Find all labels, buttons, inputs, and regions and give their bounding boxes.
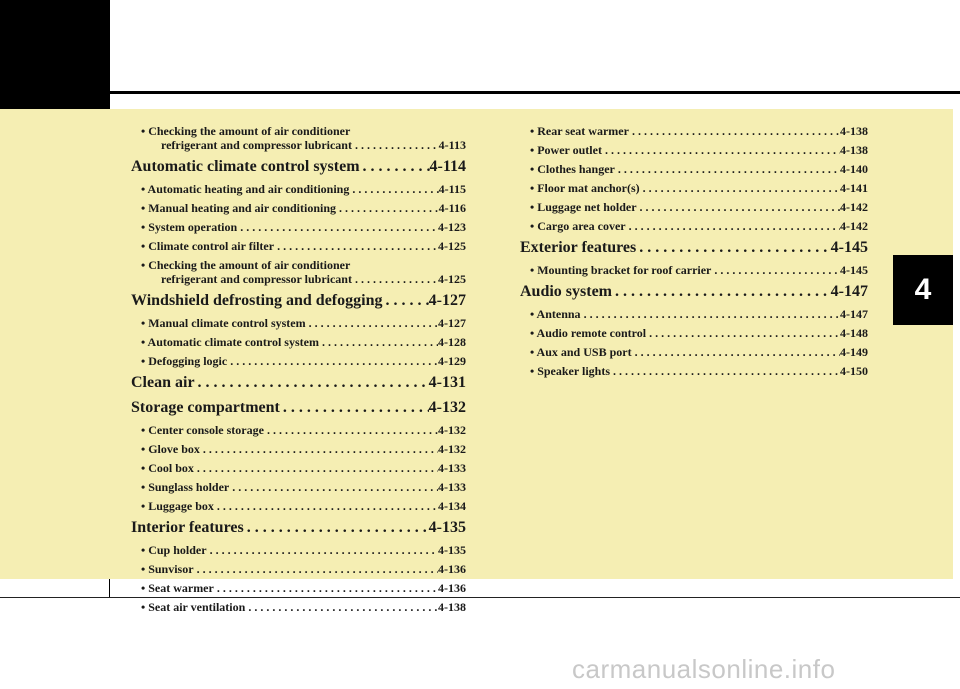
toc-page-number: 4-134 <box>438 499 466 513</box>
toc-page-number: 4-135 <box>438 543 466 557</box>
toc-page-number: 4-138 <box>840 124 868 138</box>
toc-page-number: 4-127 <box>428 292 466 309</box>
leader-dots <box>244 519 429 537</box>
toc-entry-label: • Clothes hanger <box>530 162 615 176</box>
toc-subentry <box>131 239 466 258</box>
toc-subentry <box>131 499 466 518</box>
toc-page-number: 4-133 <box>438 480 466 494</box>
toc-page-number: 4-142 <box>840 219 868 233</box>
leader-dots <box>264 423 438 438</box>
toc-entry-label: refrigerant and compressor lubricant <box>161 138 352 152</box>
toc-subentry <box>131 201 466 220</box>
toc-entry-label: • Speaker lights <box>530 364 610 378</box>
leader-dots <box>229 480 438 495</box>
leader-dots <box>636 239 830 257</box>
toc-subentry <box>520 219 868 238</box>
toc-section-entry <box>131 399 466 423</box>
toc-right-column <box>520 124 868 383</box>
toc-page-number: 4-136 <box>438 581 466 595</box>
toc-entry-label: • Aux and USB port <box>530 345 632 359</box>
toc-page-number: 4-145 <box>840 263 868 277</box>
toc-subentry <box>520 345 868 364</box>
toc-entry-label: • Floor mat anchor(s) <box>530 181 640 195</box>
toc-entry-label: • Luggage box <box>141 499 214 513</box>
leader-dots <box>629 124 840 139</box>
leader-dots <box>214 499 438 514</box>
corner-block <box>0 0 109 109</box>
toc-subentry <box>520 124 868 143</box>
leader-dots <box>306 316 438 331</box>
toc-section-entry <box>520 239 868 263</box>
leader-dots <box>637 200 840 215</box>
toc-subentry <box>131 543 466 562</box>
leader-dots <box>646 326 840 341</box>
leader-dots <box>349 182 438 197</box>
toc-entry-label: Storage compartment <box>131 399 280 416</box>
toc-page-number: 4-133 <box>438 461 466 475</box>
header-rule <box>109 91 960 94</box>
toc-page-number: 4-125 <box>438 239 466 253</box>
leader-dots <box>214 581 438 596</box>
leader-dots <box>352 138 439 153</box>
toc-left-column <box>131 124 466 619</box>
toc-subentry <box>131 138 466 157</box>
toc-subentry <box>520 307 868 326</box>
toc-section-entry <box>131 158 466 182</box>
toc-entry-label: • Cargo area cover <box>530 219 626 233</box>
chapter-tab: 4 <box>893 255 953 325</box>
toc-entry-label: Audio system <box>520 283 613 300</box>
toc-subentry <box>131 461 466 480</box>
leader-dots <box>195 374 429 392</box>
toc-entry-label: • Sunvisor <box>141 562 194 576</box>
watermark: carmanualsonline.info <box>572 654 836 684</box>
toc-page-number: 4-147 <box>830 283 868 300</box>
leader-dots <box>632 345 840 360</box>
toc-subentry <box>520 326 868 345</box>
toc-page-number: 4-145 <box>830 239 868 256</box>
toc-page-number: 4-123 <box>438 220 466 234</box>
toc-page-number: 4-128 <box>438 335 466 349</box>
leader-dots <box>194 562 438 577</box>
toc-page-number: 4-140 <box>840 162 868 176</box>
toc-entry-label: • Seat air ventilation <box>141 600 246 614</box>
toc-subentry <box>131 562 466 581</box>
toc-subentry <box>131 124 466 138</box>
leader-dots <box>207 543 438 558</box>
toc-subentry <box>520 181 868 200</box>
leader-dots <box>194 461 438 476</box>
toc-subentry <box>131 316 466 335</box>
toc-subentry <box>131 182 466 201</box>
toc-subentry <box>520 364 868 383</box>
toc-subentry <box>131 600 466 619</box>
leader-dots <box>227 354 438 369</box>
toc-subentry <box>131 354 466 373</box>
leader-dots <box>352 272 438 287</box>
leader-dots <box>245 600 438 615</box>
leader-dots <box>602 143 840 158</box>
toc-section-entry <box>131 292 466 316</box>
toc-entry-label: • Automatic heating and air conditioning <box>141 182 350 196</box>
toc-page-number: 4-150 <box>840 364 868 378</box>
toc-entry-label: • Seat warmer <box>141 581 214 595</box>
toc-section-entry <box>131 374 466 398</box>
toc-entry-label: • Center console storage <box>141 423 264 437</box>
leader-dots <box>280 399 429 417</box>
leader-dots <box>274 239 438 254</box>
toc-entry-label: • Antenna <box>530 307 581 321</box>
toc-page-number: 4-114 <box>429 158 466 175</box>
toc-entry-label: • Glove box <box>141 442 200 456</box>
toc-page-number: 4-136 <box>438 562 466 576</box>
leader-dots <box>319 335 438 350</box>
toc-entry-label: • Defogging logic <box>141 354 228 368</box>
toc-section-entry <box>520 283 868 307</box>
toc-subentry <box>520 263 868 282</box>
toc-page-number: 4-135 <box>428 519 466 536</box>
leader-dots <box>382 292 428 310</box>
toc-subentry <box>131 423 466 442</box>
leader-dots <box>200 442 438 457</box>
leader-dots <box>360 158 430 176</box>
toc-entry-label: • Manual climate control system <box>141 316 306 330</box>
toc-page-number: 4-131 <box>428 374 466 391</box>
leader-dots <box>336 201 439 216</box>
toc-entry-label: • Mounting bracket for roof carrier <box>530 263 712 277</box>
toc-entry-label: • Manual heating and air conditioning <box>141 201 337 215</box>
leader-dots <box>615 162 840 177</box>
toc-entry-label: • Automatic climate control system <box>141 335 319 349</box>
toc-entry-label: Automatic climate control system <box>131 158 360 175</box>
toc-subentry <box>131 335 466 354</box>
toc-entry-label: • Cool box <box>141 461 194 475</box>
toc-subentry <box>131 220 466 239</box>
toc-page-number: 4-129 <box>438 354 466 368</box>
leader-dots <box>711 263 840 278</box>
toc-page-number: 4-132 <box>428 399 466 416</box>
toc-entry-label: Windshield defrosting and defogging <box>131 292 383 309</box>
toc-subentry <box>131 442 466 461</box>
toc-entry-label: refrigerant and compressor lubricant <box>161 272 352 286</box>
toc-entry-label: • Checking the amount of air conditioner <box>141 124 351 138</box>
toc-subentry <box>131 581 466 600</box>
leader-dots <box>612 283 831 301</box>
toc-page-number: 4-138 <box>840 143 868 157</box>
toc-page-number: 4-125 <box>438 272 466 286</box>
toc-entry-label: Interior features <box>131 519 244 536</box>
toc-page-number: 4-132 <box>438 423 466 437</box>
toc-subentry <box>520 200 868 219</box>
toc-entry-label: • Climate control air filter <box>141 239 275 253</box>
toc-page-number: 4-148 <box>840 326 868 340</box>
toc-entry-label: • Cup holder <box>141 543 207 557</box>
leader-dots <box>610 364 840 379</box>
toc-section-entry <box>131 519 466 543</box>
leader-dots <box>626 219 840 234</box>
toc-entry-label: • System operation <box>141 220 238 234</box>
leader-dots <box>237 220 438 235</box>
toc-entry-label: • Audio remote control <box>530 326 647 340</box>
toc-page-number: 4-142 <box>840 200 868 214</box>
toc-entry-label: Clean air <box>131 374 195 391</box>
toc-entry-label: • Rear seat warmer <box>530 124 629 138</box>
leader-dots <box>581 307 840 322</box>
toc-entry-label: • Power outlet <box>530 143 602 157</box>
toc-page-number: 4-138 <box>438 600 466 614</box>
toc-entry-label: • Sunglass holder <box>141 480 230 494</box>
toc-subentry <box>131 272 466 291</box>
toc-page-number: 4-132 <box>438 442 466 456</box>
toc-subentry <box>131 258 466 272</box>
toc-page-number: 4-147 <box>840 307 868 321</box>
toc-entry-label: • Luggage net holder <box>530 200 637 214</box>
leader-dots <box>640 181 840 196</box>
toc-page-number: 4-115 <box>438 182 466 196</box>
toc-page-number: 4-113 <box>438 138 466 152</box>
toc-page-number: 4-149 <box>840 345 868 359</box>
toc-entry-label: • Checking the amount of air conditioner <box>141 258 351 272</box>
toc-entry-label: Exterior features <box>520 239 637 256</box>
toc-subentry <box>520 162 868 181</box>
toc-subentry <box>520 143 868 162</box>
toc-subentry <box>131 480 466 499</box>
toc-page-number: 4-116 <box>438 201 466 215</box>
toc-page-number: 4-141 <box>840 181 868 195</box>
toc-page-number: 4-127 <box>438 316 466 330</box>
